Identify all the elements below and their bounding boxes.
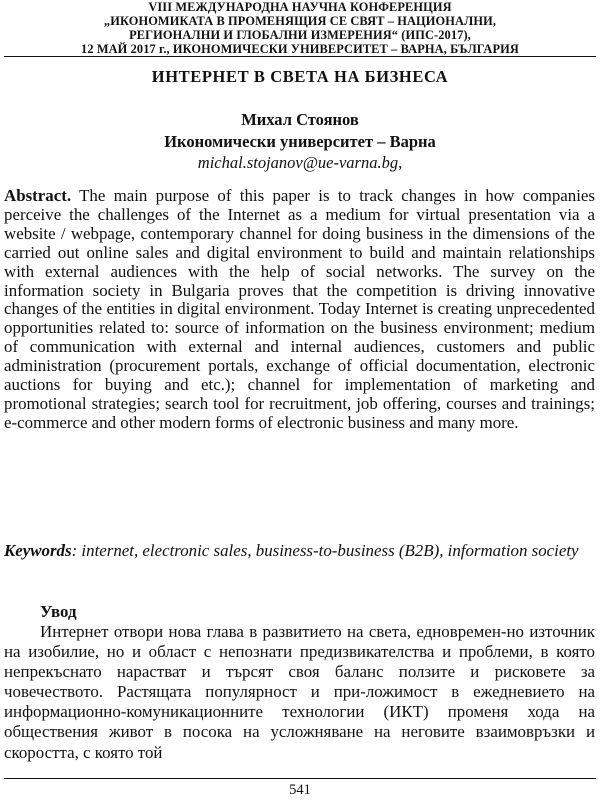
conference-header-line: 12 МАЙ 2017 г., ИКОНОМИЧЕСКИ УНИВЕРСИТЕТ – ВАРНА, БЪЛГАРИЯ	[81, 42, 519, 56]
paper-title: ИНТЕРНЕТ В СВЕТА НА БИЗНЕСА	[151, 67, 449, 86]
abstract-block	[4, 187, 595, 433]
author-affiliation: Икономически университет – Варна	[164, 132, 436, 151]
conference-header-line: „ИКОНОМИКАТА В ПРОМЕНЯЩИЯ СЕ СВЯТ – НАЦИОНАЛНИ,	[103, 14, 497, 28]
abstract-label: Abstract.	[4, 186, 72, 205]
page-number: 541	[289, 782, 311, 798]
header-divider	[4, 56, 596, 57]
keywords-block	[4, 541, 595, 561]
conference-header-line: РЕГИОНАЛНИ И ГЛОБАЛНИ ИЗМЕРЕНИЯ“ (ИПС-2017),	[129, 28, 471, 42]
abstract-text: The main purpose of this paper is to track changes in how companies perceive the challenges of the Internet as a medium for virtual presentation via a website / webpage, contemporary channel for doing business in the dimensions of the carried out online sales and digital environment to build and maintain relationships with external audiences with the help of social networks. The survey on the information society in Bulgaria proves that the competition is driving innovative changes of the entities in digital environment. Today Internet is creating unprecedented opportunities related to: source of information on the business environment; medium of communication with external and internal audiences, customers and public administration (procurement portals, exchange of official documentation, electronic auctions for buying and etc.); channel for implementation of marketing and promotional strategies; search tool for recruitment, job offering, courses and trainings; e-commerce and other modern forms of electronic business and many more.	[4, 186, 595, 432]
keywords-text: : internet, electronic sales, business-to-business (B2B), information society	[71, 541, 579, 560]
conference-header	[22, 0, 578, 56]
introduction-paragraph: Интернет отвори нова глава в развитието на света, едновремен-но източник на изобилие, но и област с непознати предизвикателства и проблеми, в която непрекъснато нарастват и търсят своя баланс ползите и рисковете за човечеството. Растящата популярност и при-ложимост в ежедневието на информационно-комуникационните технологии (ИКТ) променя хода на обществения живот в посока на усложняване на неговите взаимовръзки и скоростта, с която той	[4, 622, 595, 762]
conference-header-line: VIII МЕЖДУНАРОДНА НАУЧНА КОНФЕРЕНЦИЯ	[148, 0, 452, 14]
keywords-label: Keywords	[4, 541, 72, 560]
author-email: michal.stojanov@ue-varna.bg,	[197, 153, 403, 172]
author-name: Михал Стоянов	[241, 110, 359, 129]
footer-divider	[4, 778, 596, 779]
section-heading: Увод	[40, 602, 77, 621]
